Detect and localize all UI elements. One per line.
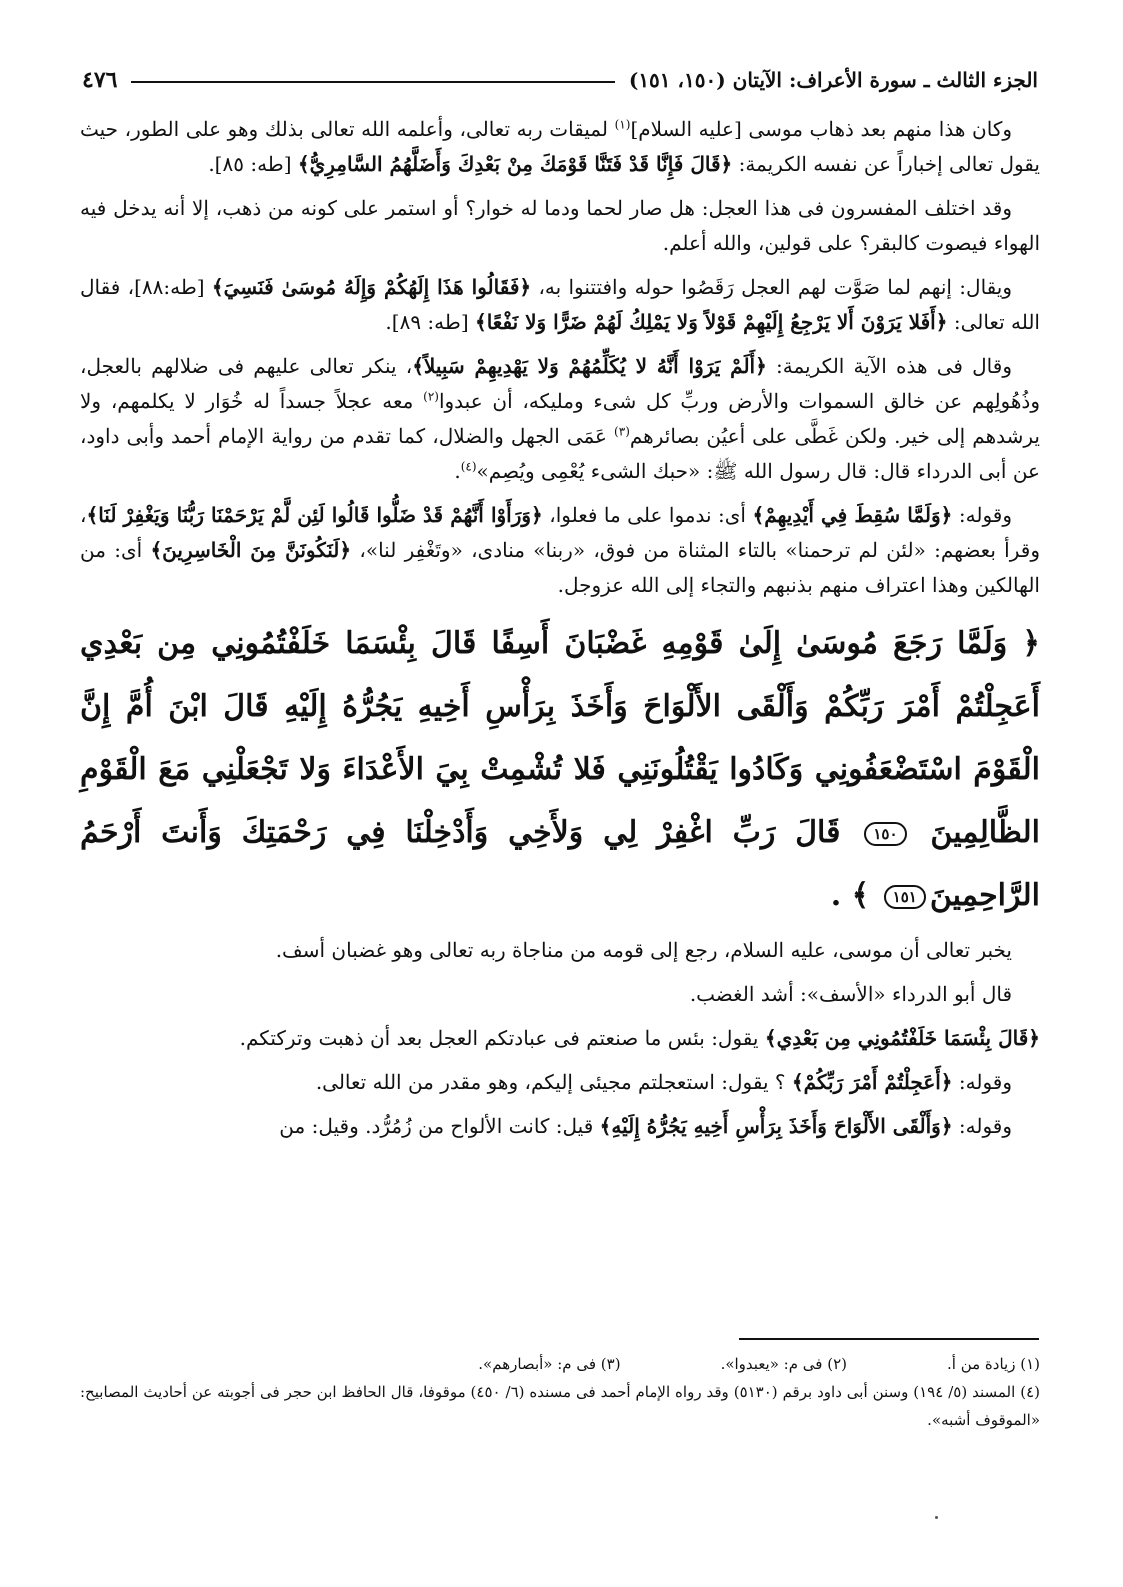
footnote-ref: (٤): [460, 459, 477, 474]
ornate-bracket-open: ﴿: [1022, 626, 1040, 661]
header-rule: [131, 81, 614, 83]
quran-quote: ﴿فَقَالُوا هَذَا إِلَهُكُمْ وَإِلَهُ مُوسَىٰ فَنَسِيَ﴾: [211, 275, 532, 299]
text: وكان هذا منهم بعد ذهاب موسى [عليه السلام]: [630, 117, 1012, 141]
text: وقوله:: [952, 503, 1012, 527]
footnote-2: (٢) فى م: «يعبدوا».: [720, 1355, 847, 1373]
quran-quote: ﴿قَالَ فَإِنَّا قَدْ فَتَنَّا قَوْمَكَ مِنْ بَعْدِكَ وَأَضَلَّهُمُ السَّامِرِيُّ﴾: [297, 152, 733, 176]
quran-quote: ﴿وَأَلْقَى الأَلْوَاحَ وَأَخَذَ بِرَأْسِ أَخِيهِ يَجُرُّهُ إِلَيْهِ﴾: [599, 1114, 953, 1138]
footnote-ref: (٣): [614, 424, 630, 439]
text: ، وقرأ بعضهم: «لئن لم ترحمنا» بالتاء المثناة من فوق، «ربنا» منادى، «وتَغْفِر لنا»،: [80, 503, 1040, 562]
text: ؟ يقول: استعجلتم مجيئى إليكم، وهو مقدر من الله تعالى.: [315, 1070, 792, 1094]
paragraph-3: [80, 270, 1040, 340]
verse-text: قَالَ رَبِّ اغْفِرْ لِي وَلأَخِي وَأَدْخِلْنَا فِي رَحْمَتِكَ وَأَنتَ أَرْحَمُ الرَّاحِمِينَ: [80, 815, 1040, 913]
paragraph-6: [80, 933, 1040, 968]
quran-verse-block: [80, 612, 1040, 927]
paragraph-2: [80, 191, 1040, 261]
paragraph-1: [80, 112, 1040, 182]
verse-number-151: ١٥١: [884, 885, 926, 909]
page-number: ٤٧٦: [82, 67, 118, 93]
footnotes: [80, 1350, 1040, 1434]
paragraph-7: [80, 977, 1040, 1012]
footnote-ref: (٢): [423, 389, 439, 404]
quran-quote: ﴿لَنَكُونَنَّ مِنَ الْخَاسِرِينَ﴾: [150, 538, 352, 562]
text: [طه:٨٨]، فقال الله تعالى:: [80, 275, 1040, 334]
footnote-3: (٣) فى م: «أبصارهم».: [478, 1355, 621, 1373]
citation: [طه: ٨٩].: [385, 310, 475, 334]
paragraph-10: [80, 1109, 1040, 1144]
verse-text: وَلَمَّا رَجَعَ مُوسَىٰ إِلَىٰ قَوْمِهِ غَضْبَانَ أَسِفًا قَالَ بِئْسَمَا خَلَفْتُمُونِي مِن بَعْدِي أَعَجِلْتُمْ أَمْرَ رَبِّكُمْ وَأَلْقَى الأَلْوَاحَ وَأَخَذَ بِرَأْسِ أَخِيهِ يَجُرُّهُ إِلَيْهِ قَالَ ابْنَ أُمَّ إِنَّ الْقَوْمَ اسْتَضْعَفُونِي وَكَادُوا يَقْتُلُونَنِي فَلا تُشْمِتْ بِيَ الأَعْدَاءَ وَلا تَجْعَلْنِي مَعَ الْقَوْمِ الظَّالِمِينَ: [80, 626, 1040, 850]
text: .: [454, 459, 461, 483]
text: ويقال: إنهم لما صَوَّت لهم العجل رَقَصُوا حوله وافتتنوا به،: [531, 275, 1012, 299]
text: وقال فى هذه الآية الكريمة:: [766, 354, 1012, 378]
text: قال أبو الدرداء «الأسف»: أشد الغضب.: [689, 982, 1012, 1006]
footnote-ref: (١): [614, 117, 631, 132]
quran-quote: ﴿وَرَأَوْا أَنَّهُمْ قَدْ ضَلُّوا قَالُوا لَئِن لَّمْ يَرْحَمْنَا رَبُّنَا وَيَغْفِرْ لَنَا﴾: [86, 503, 543, 527]
citation: [طه: ٨٥].: [208, 152, 298, 176]
footnote-row: [80, 1350, 1040, 1378]
header-title: الجزء الثالث ـ سورة الأعراف: الآيتان (١٥٠، ١٥١): [628, 68, 1038, 92]
text: ، ينكر تعالى عليهم فى ضلالهم بالعجل، وذُهُولِهم عن خالق السموات والأرض وربِّ كل شىء ومليكه، أن عبدوا: [80, 354, 1040, 413]
paragraph-9: [80, 1065, 1040, 1100]
quran-quote: ﴿أَفَلا يَرَوْنَ أَلا يَرْجِعُ إِلَيْهِمْ قَوْلاً وَلا يَمْلِكُ لَهُمْ ضَرًّا وَلا نَفْعًا﴾: [474, 310, 948, 334]
text: وقد اختلف المفسرون فى هذا العجل: هل صار لحما ودما له خوار؟ أو استمر على كونه من ذهب، إلا أنه يدخل فيه الهواء فيصوت كالبقر؟ على قولين، والله أعلم.: [80, 196, 1040, 255]
footnote-1: (١) زيادة من أ.: [947, 1355, 1040, 1373]
paragraph-8: [80, 1021, 1040, 1056]
quran-quote: ﴿وَلَمَّا سُقِطَ فِي أَيْدِيهِمْ﴾: [752, 503, 953, 527]
footnote-separator: [739, 1338, 1039, 1340]
text: أى: من الهالكين وهذا اعتراف منهم بذنبهم والتجاء إلى الله عزوجل.: [80, 538, 1040, 597]
text: أى: ندموا على ما فعلوا،: [542, 503, 753, 527]
quran-quote: ﴿قَالَ بِئْسَمَا خَلَفْتُمُونِي مِن بَعْدِي﴾: [764, 1026, 1040, 1050]
text: وقوله:: [952, 1114, 1012, 1138]
quran-quote: ﴿أَلَمْ يَرَوْا أَنَّهُ لا يُكَلِّمُهُمْ وَلا يَهْدِيهِمْ سَبِيلاً﴾: [412, 354, 767, 378]
text: يقول: بئس ما صنعتم فى عبادتكم العجل بعد أن ذهبت وتركتكم.: [239, 1026, 765, 1050]
text: معه عجلاً جسداً له خُوَار لا يكلمهم، ولا يرشدهم إلى خير. ولكن غَطَّى على أعيُن بصائرهم: [80, 389, 1040, 448]
main-text: [80, 112, 1040, 1153]
verse-number-150: ١٥٠: [864, 822, 906, 846]
text: عَمَى الجهل والضلال، كما تقدم من رواية الإمام أحمد وأبى داود، عن أبى الدرداء قال: قال رسول الله ﷺ: «حبك الشىء يُعْمِى ويُصِم»: [80, 424, 1040, 483]
text: قيل: كانت الألواح من زُمُرُّد. وقيل: من: [279, 1114, 600, 1138]
paragraph-5: [80, 498, 1040, 603]
paragraph-4: [80, 349, 1040, 489]
text: لميقات ربه تعالى، وأعلمه الله تعالى بذلك وهو على الطور، حيث يقول تعالى إخباراً عن نفسه الكريمة:: [80, 117, 1040, 176]
text: يخبر تعالى أن موسى، عليه السلام، رجع إلى قومه من مناجاة ربه تعالى وهو غضبان أسف.: [275, 938, 1012, 962]
quran-quote: ﴿أَعَجِلْتُمْ أَمْرَ رَبِّكُمْ﴾: [791, 1070, 953, 1094]
ornate-bracket-close: ﴾ .: [830, 878, 880, 913]
footnote-4: (٤) المسند (٥/ ١٩٤) وسنن أبى داود برقم (٥١٣٠) وقد رواه الإمام أحمد فى مسنده (٦/ ٤٥٠) موقوفا، قال الحافظ ابن حجر فى أجوبته عن أحاديث المصابيح: «الموقوف أشبه».: [80, 1383, 1040, 1429]
speck-mark: [935, 1516, 938, 1519]
text: وقوله:: [952, 1070, 1012, 1094]
running-header: [82, 62, 1038, 98]
